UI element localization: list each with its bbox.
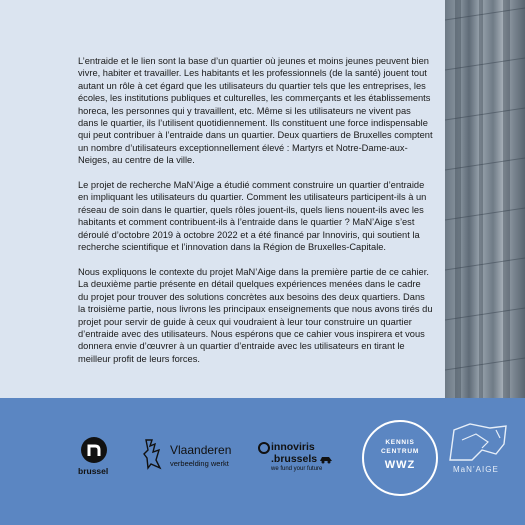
manaige-drawing-icon bbox=[446, 420, 510, 466]
kenniscentrum-top: KENNIS bbox=[385, 439, 415, 446]
paragraph-1: L’entraide et le lien sont la base d’un quartier où jeunes et moins jeunes peuvent bien vivre, habiter et travailler. Les habitants et les professionnels (de la santé) jouent tout autant un rôle à cet égard que les utilisateurs du quartier tels que les entreprises, les écoles, les institutions publiques et culturelles, les commerçants et les établissements horeca, les personnes qui y travaillent, etc. Même si les utilisateurs ne vivent pas dans le quartier, ils l’utilisent quotidiennement. Ils constituent une force indispensable qui peut contribuer à l’entraide dans un quartier. Deux quartiers de Bruxelles comptent un nombre d’utilisateurs exceptionnellement élevé : Martyrs et Notre-Dame-aux-Neiges, au centre de la ville. bbox=[78, 56, 433, 166]
vlaanderen-name: Vlaanderen bbox=[170, 443, 232, 457]
kenniscentrum-logo bbox=[362, 420, 438, 496]
flemish-lion-icon bbox=[143, 438, 163, 470]
innoviris-name: innoviris bbox=[271, 441, 315, 453]
innoviris-tagline: we fund your future bbox=[271, 466, 323, 472]
paragraph-2: Le projet de recherche MaN’Aige a étudié comment construire un quartier d’entraide en impliquant les utilisateurs du quartier. Comment les utilisateurs participent-ils à un réseau de soin dans le quartier, quels rôles jouent-ils, quels liens nouent-ils avec les habitants et comment contribuent-ils à l’entraide dans le quartier ? MaN’Aige s’est déroulé d’octobre 2019 à octobre 2022 et a été financé par Innoviris, qui soutient la recherche scientifique et l’innovation dans la Région de Bruxelles-Capitale. bbox=[78, 180, 427, 253]
kenniscentrum-bottom: WWZ bbox=[384, 459, 416, 471]
body-text bbox=[78, 55, 433, 378]
manaige-label: MaN’AIGE bbox=[453, 465, 499, 474]
brussel-label: brussel bbox=[78, 466, 109, 476]
innoviris-sub: .brussels bbox=[271, 453, 318, 465]
car-icon bbox=[319, 455, 333, 464]
kenniscentrum-mid: CENTRUM bbox=[380, 448, 420, 455]
brussel-n-icon bbox=[80, 436, 108, 464]
vlaanderen-tagline: verbeelding werkt bbox=[170, 459, 229, 468]
innoviris-icon bbox=[258, 442, 270, 454]
building-photo bbox=[445, 0, 525, 398]
paragraph-3: Nous expliquons le contexte du projet MaN’Aige dans la première partie de ce cahier. La deuxième partie présente en détail quelques expériences menées dans le cadre du projet pour trouver des solutions concrètes aux besoins des deux quartiers. Dans la troisième partie, nous livrons les principaux enseignements que nous avons tirés du projet pour servir de guide à ceux qui voudraient à leur tour construire un quartier d’entraide avec des utilisateurs. Nous espérons que ce cahier vous inspirera et vous donnera envie d’œuvrer à un quartier d’entraide avec les utilisateurs en tirant le meilleur profit de leurs forces. bbox=[78, 266, 433, 364]
